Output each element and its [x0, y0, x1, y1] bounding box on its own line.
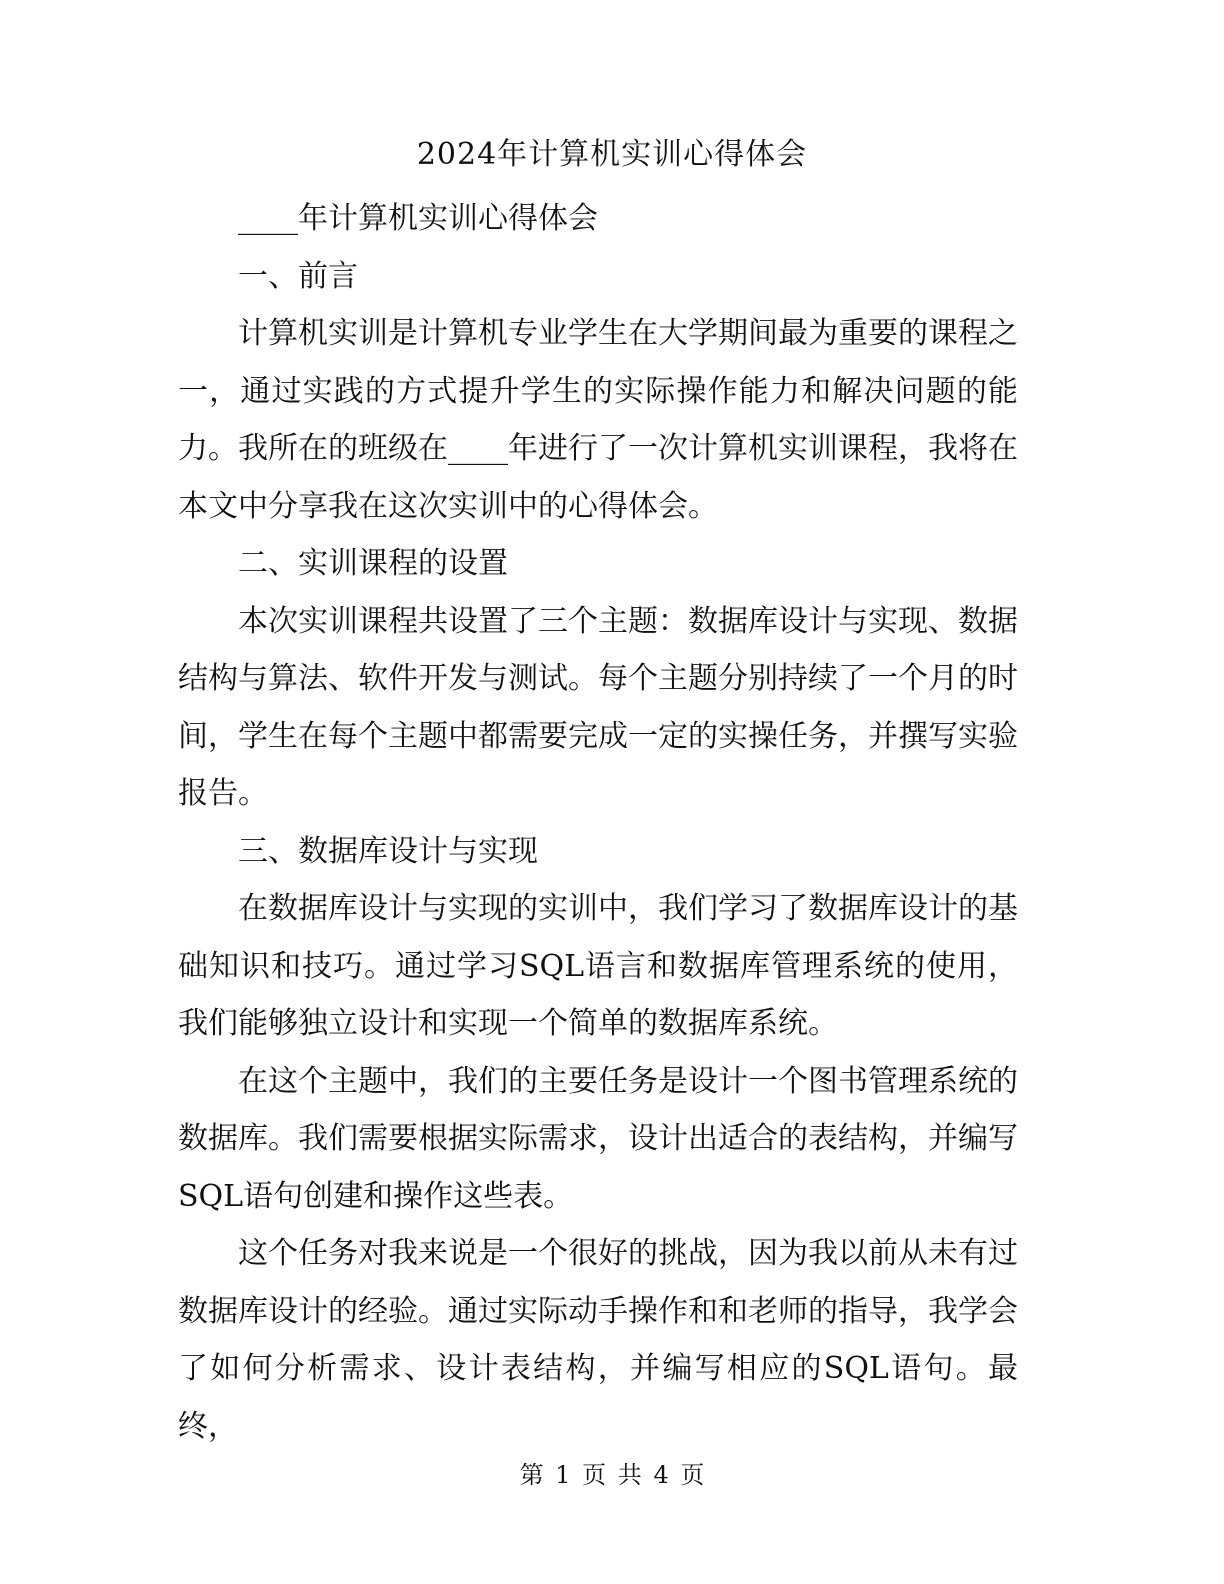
section-heading-database: 三、数据库设计与实现	[238, 833, 538, 869]
body-paragraph: 这个任务对我来说是一个很好的挑战，因为我以前从未有过数据库设计的经验。通过实际动手操作和和老师的指导，我学会了如何分析需求、设计表结构，并编写相应的SQL语句。最终，	[178, 1236, 1018, 1444]
body-paragraph: 在这个主题中，我们的主要任务是设计一个图书管理系统的数据库。我们需要根据实际需求，设计出适合的表结构，并编写SQL语句创建和操作这些表。	[178, 1063, 1018, 1214]
page-number-footer: 第 1 页 共 4 页	[519, 1461, 705, 1489]
document-body	[178, 190, 1018, 1455]
body-paragraph: 本次实训课程共设置了三个主题：数据库设计与实现、数据结构与算法、软件开发与测试。每个主题分别持续了一个月的时间，学生在每个主题中都需要完成一定的实操任务，并撰写实验报告。	[178, 603, 1018, 811]
body-paragraph: 计算机实训是计算机专业学生在大学期间最为重要的课程之一，通过实践的方式提升学生的实际操作能力和解决问题的能力。我所在的班级在____年进行了一次计算机实训课程，我将在本文中分享我在这次实训中的心得体会。	[178, 316, 1018, 524]
document-title: 2024年计算机实训心得体会	[416, 137, 808, 172]
section-heading-course-setup: 二、实训课程的设置	[238, 546, 508, 581]
section-heading-preface: 一、前言	[238, 258, 358, 294]
subtitle-paragraph: ____年计算机实训心得体会	[238, 201, 598, 236]
body-paragraph: 在数据库设计与实现的实训中，我们学习了数据库设计的基础知识和技巧。通过学习SQL语言和数据库管理系统的使用，我们能够独立设计和实现一个简单的数据库系统。	[178, 891, 1018, 1041]
